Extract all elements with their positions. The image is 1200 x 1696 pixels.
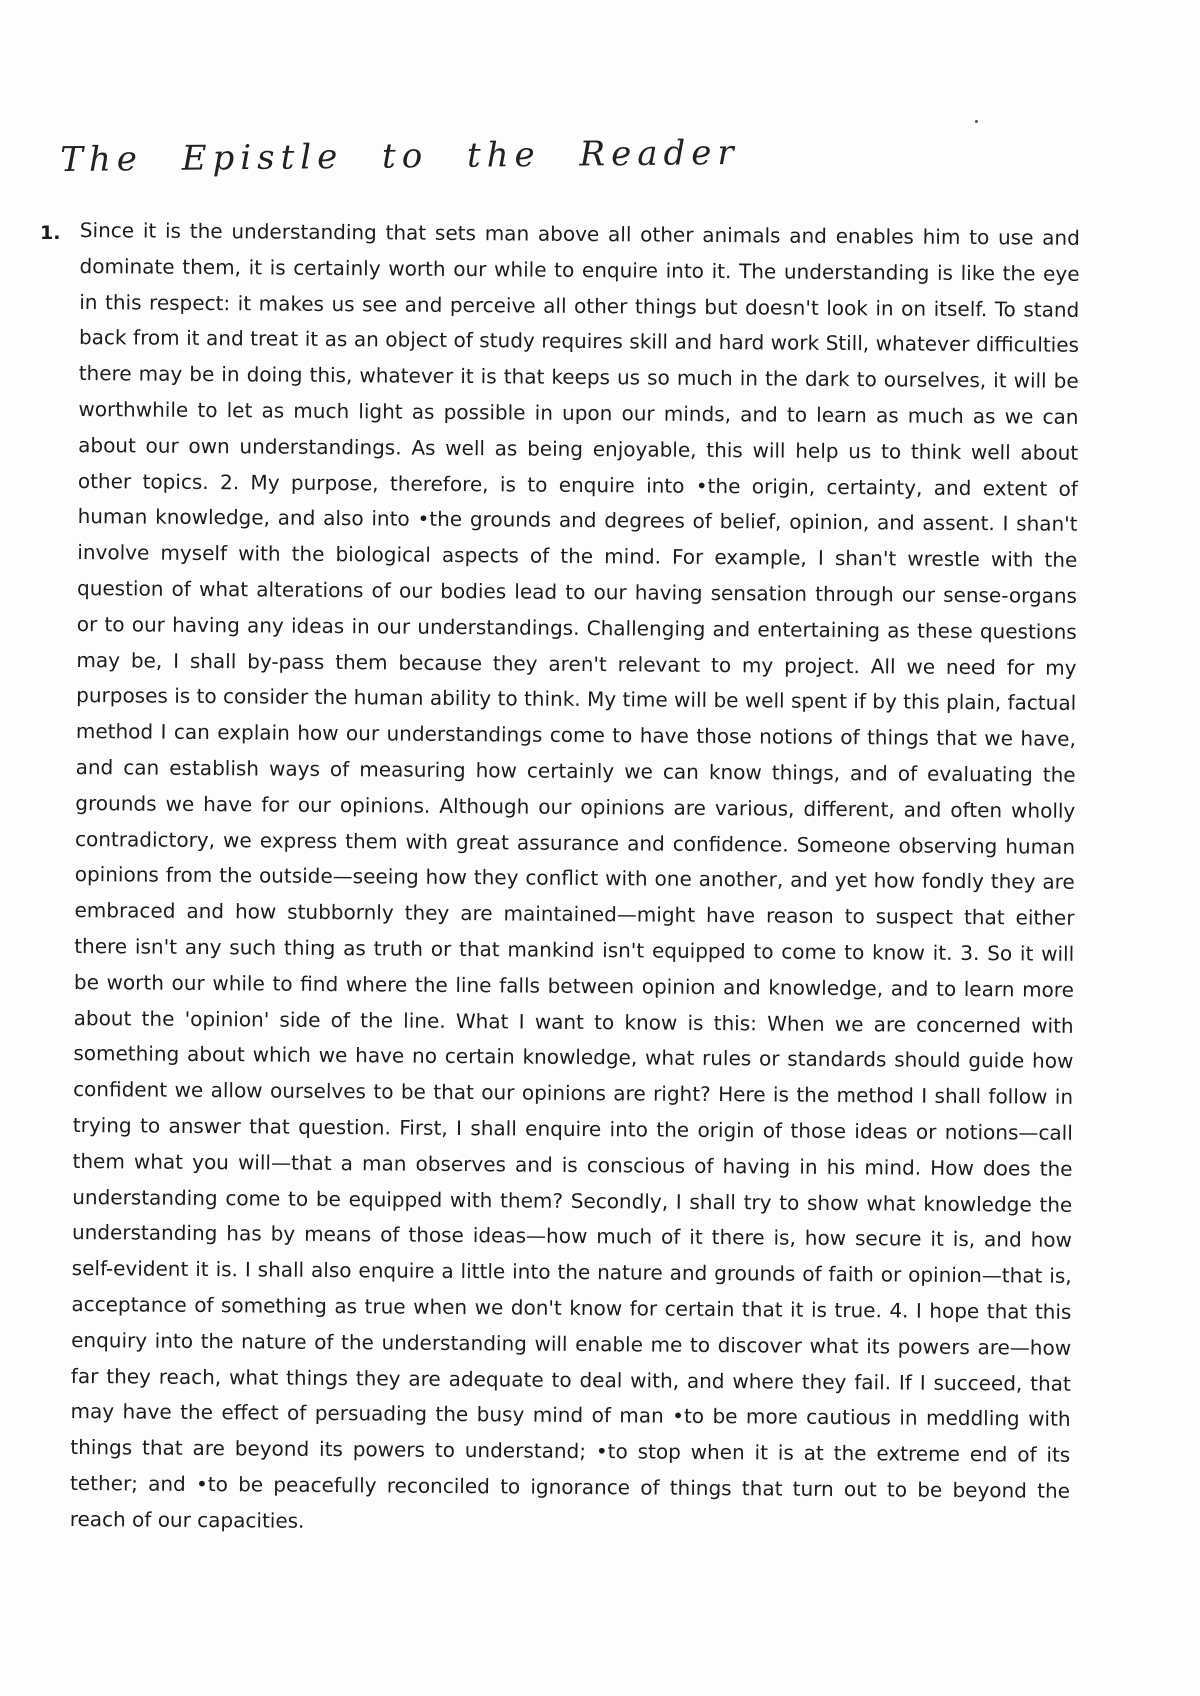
paragraph-number: 1. (40, 222, 61, 244)
body-text: Since it is the understanding that sets man above all other animals and enables him to use and dominate them, it is certainly worth our while to enquire into it. The understanding is like the eye in this respect: it makes us see and perceive all other things but doesn't look in on itself. To stand back from it and treat it as an object of study requires skill and hard work Still, whatever difficulties there may be in doing this, whatever it is that keeps us so much in the dark to ourselves, it will be worthwhile to let as much light as possible in upon our minds, and to learn as much as we can about our own understandings. As well as being enjoyable, this will help us to think well about other topics. 2. My purpose, therefore, is to enquire into •the origin, certainty, and extent of human knowledge, and also into •the grounds and degrees of belief, opinion, and assent. I shan't involve myself with the biological aspects of the mind. For example, I shan't wrestle with the question of what alterations of our bodies lead to our having sensation through our sense-organs or to our having any ideas in our understandings. Challenging and entertaining as these questions may be, I shall by-pass them because they aren't relevant to my project. All we need for my purposes is to consider the human ability to think. My time will be well spent if by this plain, factual method I can explain how our understandings come to have those notions of things that we have, and can establish ways of measuring how certainly we can know things, and of evaluating the grounds we have for our opinions. Although our opinions are various, different, and often wholly contradictory, we express them with great assurance and confidence. Someone observing human opinions from the outside—seeing how they conflict with one another, and yet how fondly they are embraced and how stubbornly they are maintained—might have reason to suspect that either there isn't any such thing as truth or that mankind isn't equipped to come to know it. 3. So it will be worth our while to find where the line falls between opinion and knowledge, and to learn more about the 'opinion' side of the line. What I want to know is this: When we are concerned with something about which we have no certain knowledge, what rules or standards should guide how confident we allow ourselves to be that our opinions are right? Here is the method I shall follow in trying to answer that question. First, I shall enquire into the origin of those ideas or notions—call them what you will—that a man observes and is conscious of having in his mind. How does the understanding come to be equipped with them? Secondly, I shall try to show what knowledge the understanding has by means of those ideas—how much of it there is, how secure it is, and how self-evident it is. I shall also enquire a little into the nature and grounds of faith or opinion—that is, acceptance of something as true when we don't know for certain that it is true. 4. I hope that this enquiry into the nature of the understanding will enable me to discover what its powers are—how far they reach, what things they are adequate to deal with, and where they fail. If I succeed, that may have the effect of persuading the busy mind of man •to be more cautious in meddling with things that are beyond its powers to understand; •to stop when it is at the extreme end of its tether; and •to be peacefully reconciled to ignorance of things that turn out to be beyond the reach of our capacities. (69, 217, 1080, 1533)
scan-speck (975, 120, 978, 123)
handwritten-title: The Epistle to the Reader (60, 132, 740, 180)
